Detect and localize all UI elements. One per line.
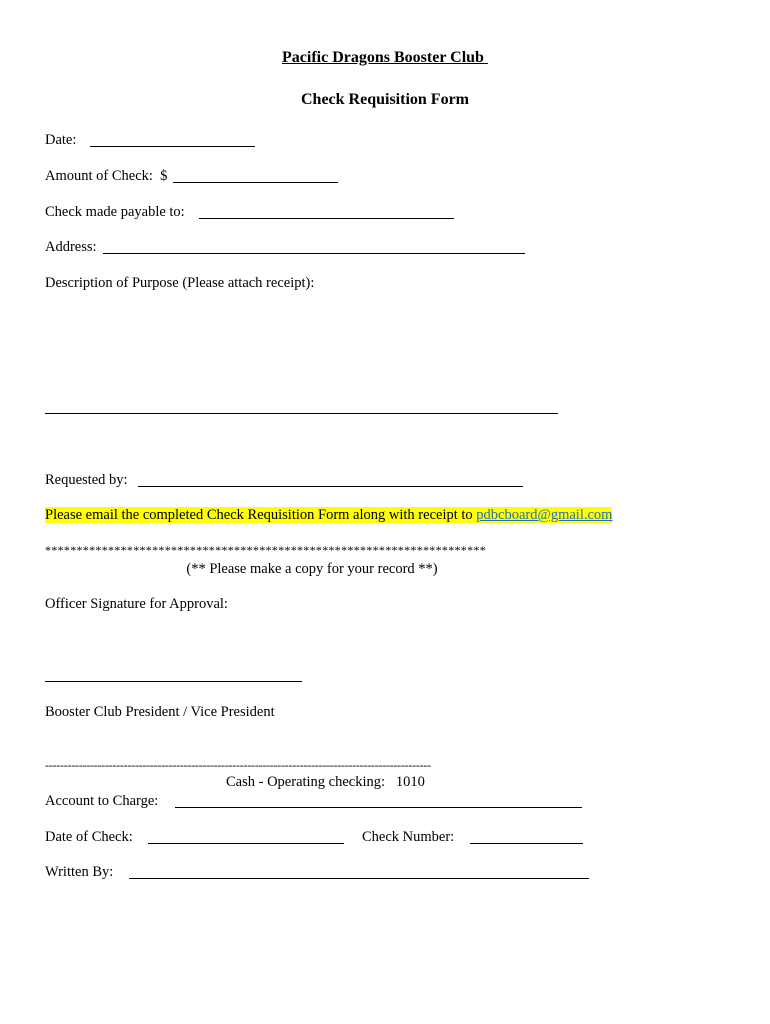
- date-check-field[interactable]: [148, 843, 344, 844]
- email-notice: Please email the completed Check Requisition Form along with receipt to: [45, 507, 477, 523]
- description-label: Description of Purpose (Please attach receipt):: [45, 275, 315, 291]
- email-notice-line: [45, 506, 612, 524]
- address-label: Address:: [45, 239, 101, 255]
- dash-divider: -------------------------------------------------------------------------------------------------------: [45, 758, 431, 772]
- amount-field[interactable]: [173, 182, 338, 183]
- form-title: Pacific Dragons Booster Club: [282, 49, 488, 66]
- address-field[interactable]: [103, 253, 525, 254]
- form-subtitle: Check Requisition Form: [301, 91, 469, 108]
- requested-label: Requested by:: [45, 472, 135, 488]
- payable-label: Check made payable to:: [45, 204, 192, 220]
- officer-signature-field[interactable]: [45, 681, 302, 682]
- payable-field[interactable]: [199, 218, 454, 219]
- check-number-label: Check Number:: [362, 829, 462, 845]
- requested-field[interactable]: [138, 486, 523, 487]
- email-link[interactable]: pdbcboard@gmail.com: [476, 507, 613, 523]
- written-field[interactable]: [129, 878, 589, 879]
- account-label: Account to Charge:: [45, 793, 166, 809]
- check-number-field[interactable]: [470, 843, 583, 844]
- president-label: Booster Club President / Vice President: [45, 704, 275, 720]
- officer-label: Officer Signature for Approval:: [45, 596, 228, 612]
- copy-note: (** Please make a copy for your record **): [186, 561, 438, 577]
- date-field[interactable]: [90, 146, 255, 147]
- cash-account: Cash - Operating checking: 1010: [226, 774, 425, 790]
- account-field[interactable]: [175, 807, 582, 808]
- date-check-label: Date of Check:: [45, 829, 141, 845]
- description-field[interactable]: [45, 413, 558, 414]
- date-label: Date:: [45, 132, 88, 148]
- star-divider: **********************************************************************: [45, 543, 486, 557]
- written-label: Written By:: [45, 864, 121, 880]
- amount-label: Amount of Check: $: [45, 168, 168, 184]
